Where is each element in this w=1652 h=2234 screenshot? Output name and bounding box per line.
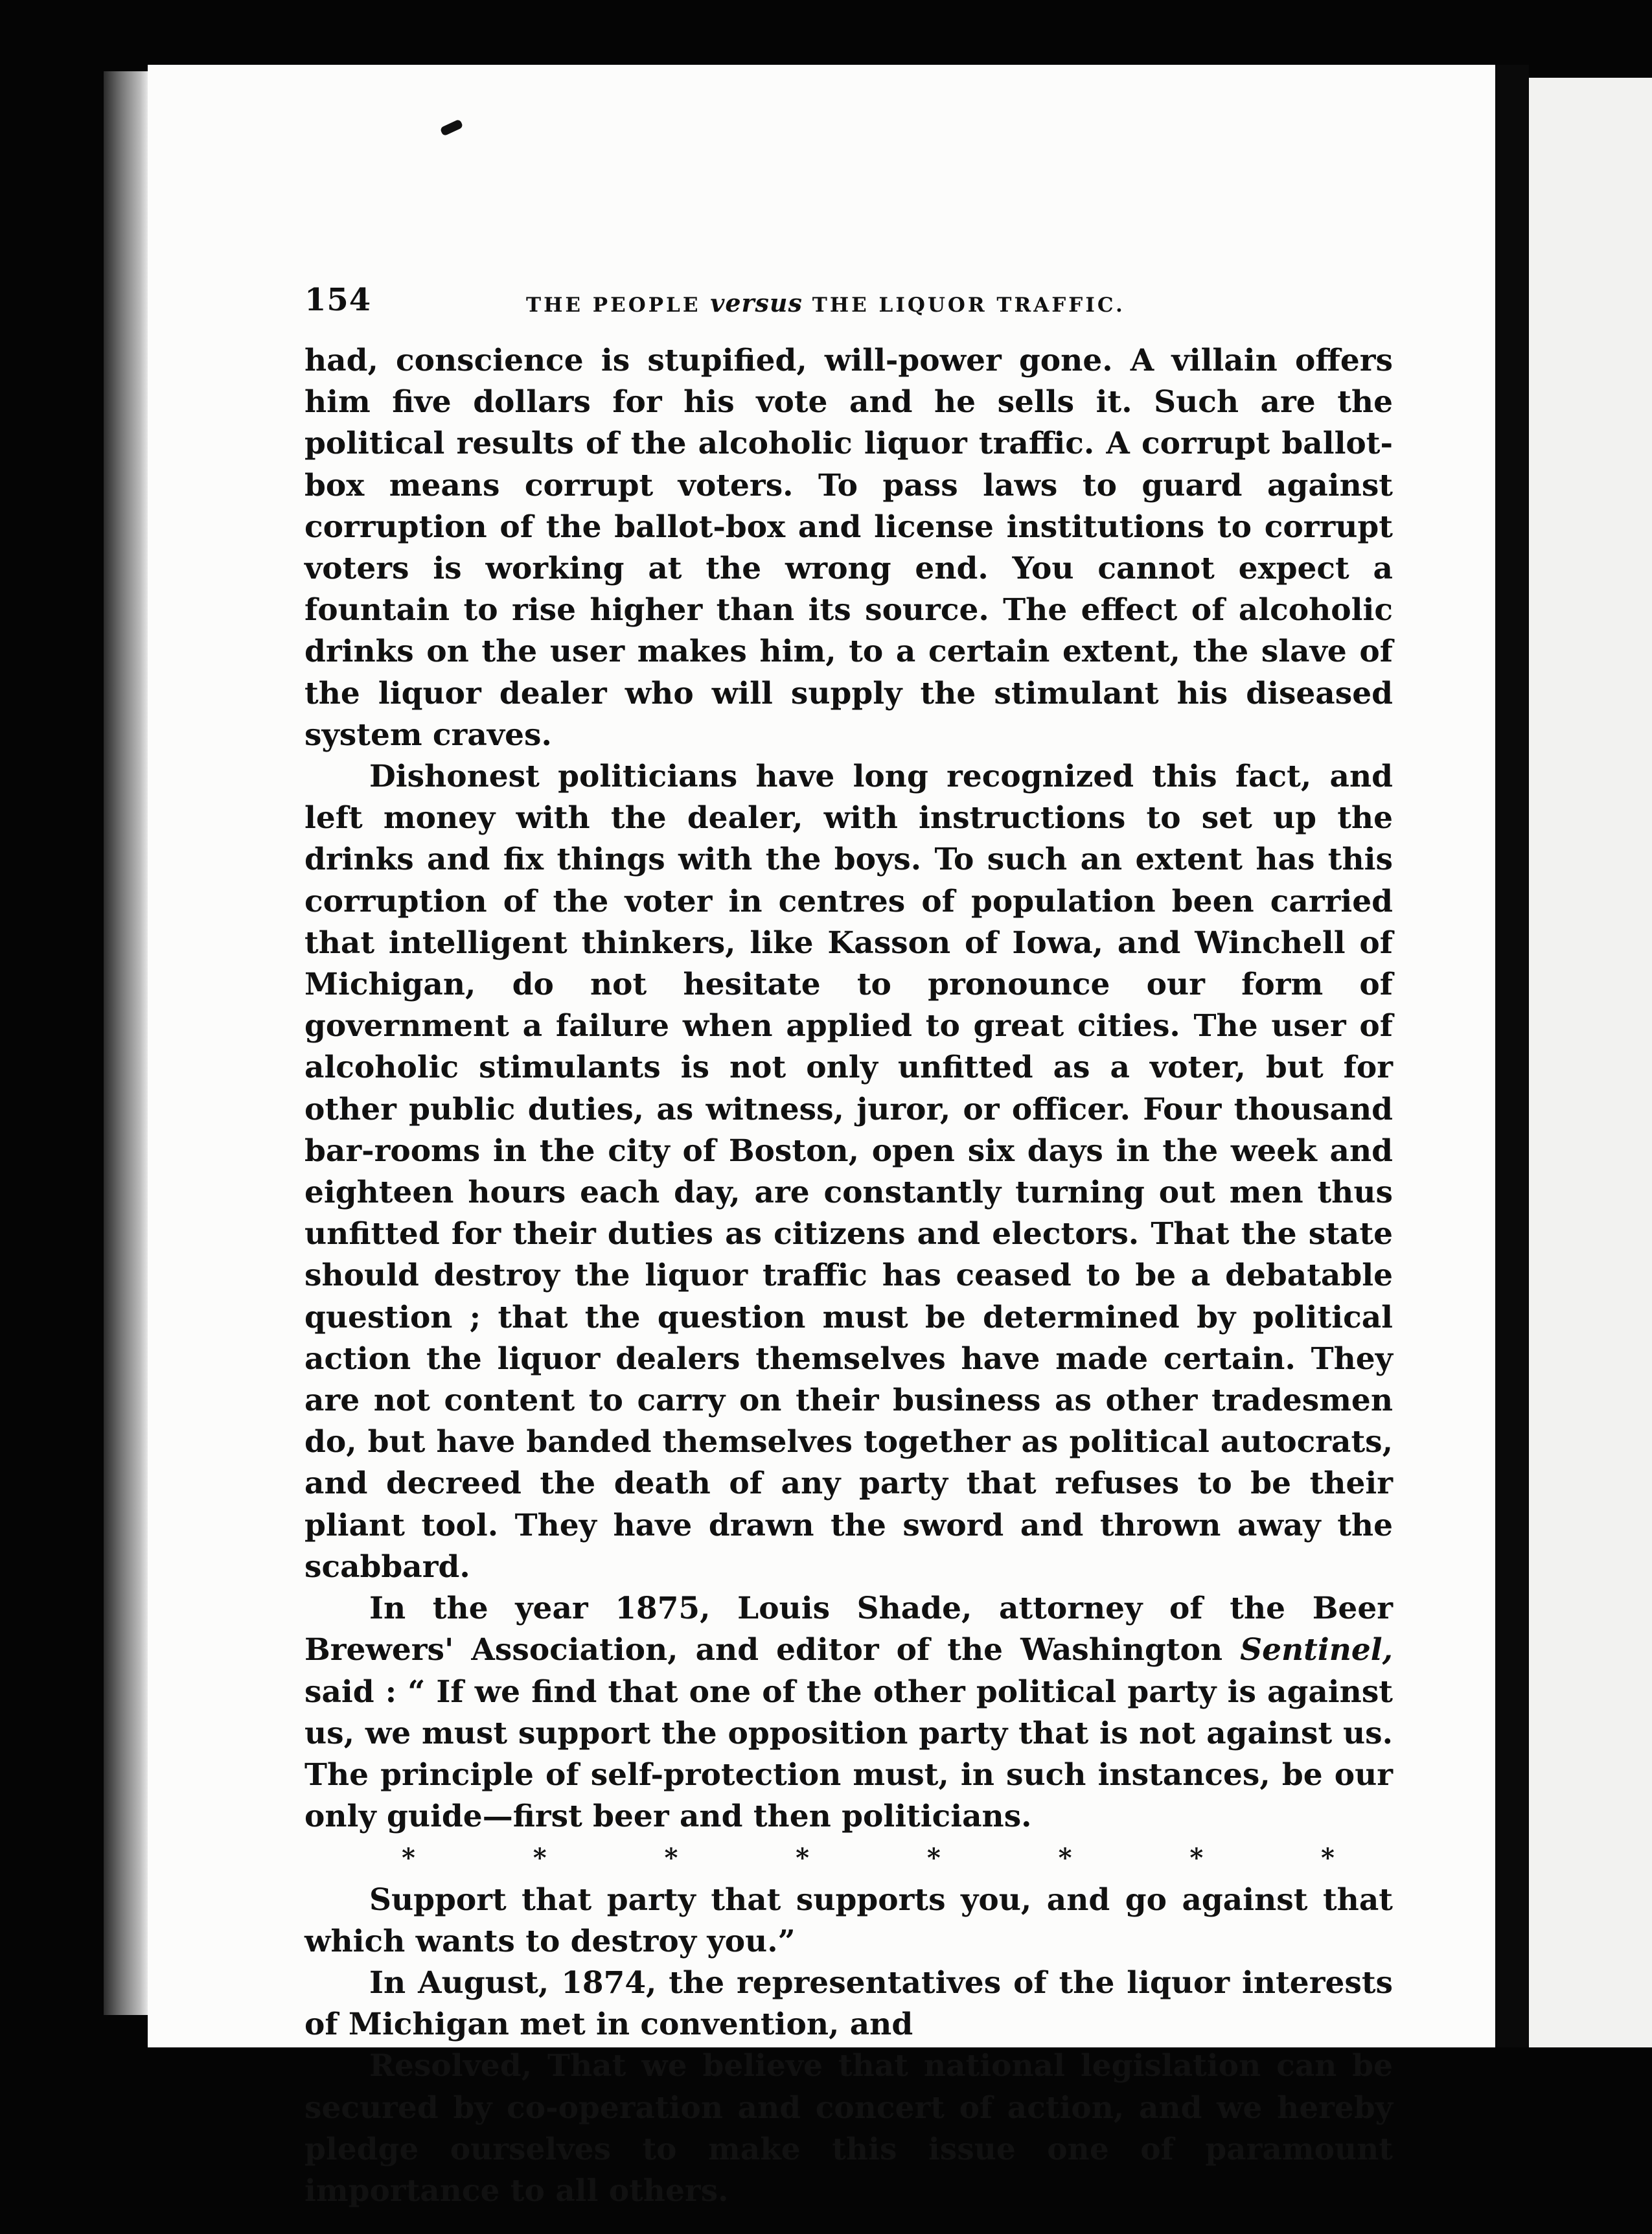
paragraph-3 bbox=[304, 1588, 1393, 1837]
page-number: 154 bbox=[304, 282, 372, 318]
page-gutter bbox=[1495, 65, 1529, 2047]
paragraph-5: In August, 1874, the representatives of the liquor interests of Michigan met in convention, and bbox=[304, 1964, 1393, 2043]
paragraph-4: Support that party that supports you, and go against that which wants to destroy you.” bbox=[304, 1882, 1393, 1959]
running-title bbox=[526, 288, 1125, 317]
running-title-part1: THE PEOPLE bbox=[526, 294, 711, 317]
star: * bbox=[926, 1843, 941, 1874]
paragraph-3-text-a: In the year 1875, Louis Shade, attorney of the Beer Brewers' Association, and editor of the Washington bbox=[304, 1591, 1393, 1668]
ellipsis-stars bbox=[304, 1837, 1393, 1879]
star: * bbox=[1189, 1843, 1204, 1874]
star: * bbox=[533, 1843, 547, 1874]
running-title-part2: THE LIQUOR TRAFFIC. bbox=[802, 294, 1125, 317]
star: * bbox=[1321, 1843, 1335, 1874]
paragraph-3-italic: Sentinel, bbox=[1240, 1632, 1393, 1668]
body-text bbox=[304, 340, 1393, 2212]
paragraph-3-text-b: said : “ If we find that one of the other political party is against us, we must support the opposition party that is not against us. The principle of self-protection must, in such instances, be our only guide—first beer and then politicians. bbox=[304, 1674, 1393, 1835]
running-header bbox=[304, 282, 1399, 321]
star: * bbox=[664, 1843, 678, 1874]
page-edge-shadow bbox=[104, 71, 149, 2015]
star: * bbox=[402, 1843, 415, 1874]
paragraph-2: Dishonest politicians have long recognized this fact, and left money with the dealer, with instructions to set up the drinks and fix things with the boys. To such an extent has this corruption of the voter in centres of population been carried that intelligent thinkers, like Kasson of Iowa, and Winchell of Michigan, do not hesitate to pronounce our form of government a failure when applied to great cities. The user of alcoholic stimulants is not only unfitted as a voter, but for other public duties, as witness, juror, or officer. Four thousand bar-rooms in the city of Boston, open six days in the week and eighteen hours each day, are constantly turning out men thus unfitted for their duties as citizens and electors. That the state should destroy the liquor traffic has ceased to be a debatable question ; that the question must be determined by political action the liquor dealers themselves have made certain. They are not content to carry on their business as other tradesmen do, but have banded themselves together as political autocrats, and decreed the death of any party that refuses to be their pliant tool. They have drawn the sword and thrown away the scabbard. bbox=[304, 759, 1393, 1585]
paragraph-6: Resolved, That we believe that national legislation can be secured by co-operation and concert of action, and we hereby pledge ourselves to make this issue one of paramount importance to all others. bbox=[304, 2048, 1393, 2209]
star: * bbox=[796, 1843, 810, 1874]
running-title-italic: versus bbox=[710, 288, 803, 317]
paragraph-1: had, conscience is stupified, will-power gone. A villain offers him five dollars for his vote and he sells it. Such are the political results of the alcoholic liquor traffic. A corrupt ballot-box means corrupt voters. To pass laws to guard against corruption of the ballot-box and license institutions to corrupt voters is working at the wrong end. You cannot expect a fountain to rise higher than its source. The effect of alcoholic drinks on the user makes him, to a certain extent, the slave of the liquor dealer who will supply the stimulant his diseased system craves. bbox=[304, 343, 1393, 753]
facing-page-edge bbox=[1529, 78, 1652, 2047]
star: * bbox=[1058, 1843, 1072, 1874]
